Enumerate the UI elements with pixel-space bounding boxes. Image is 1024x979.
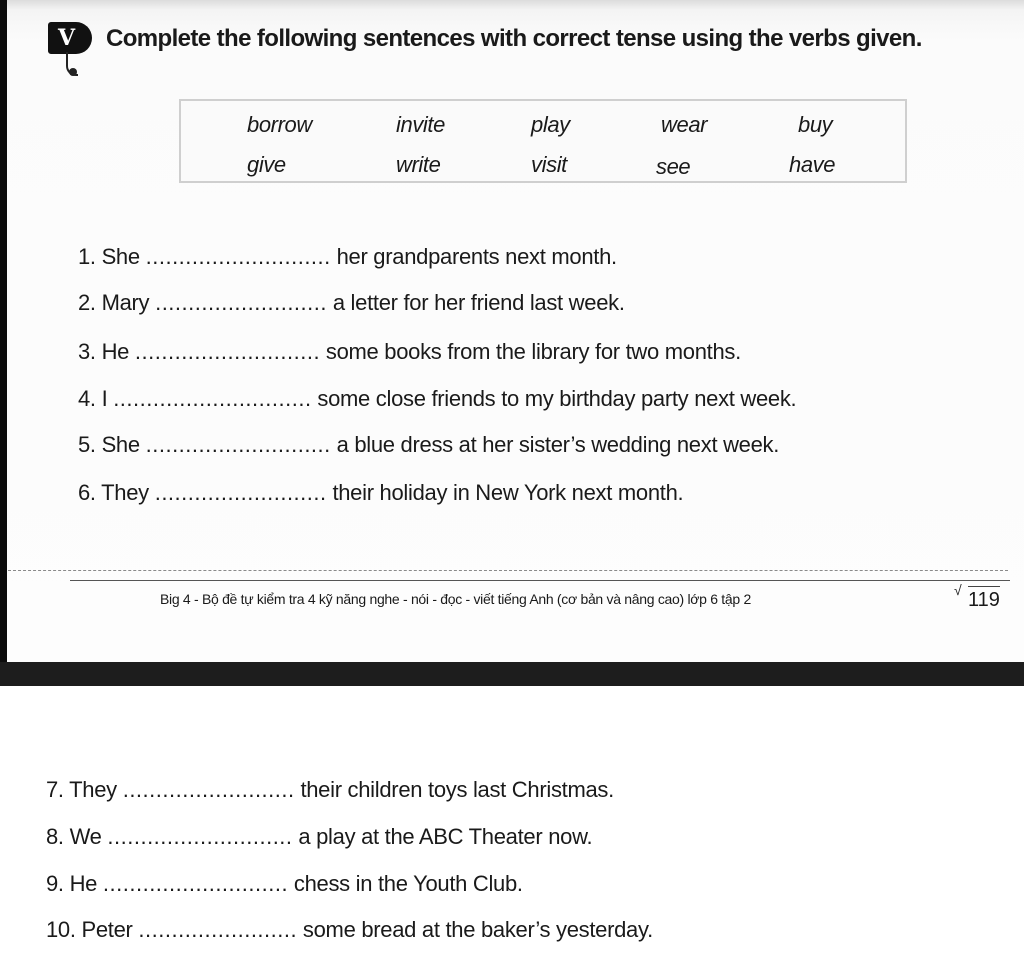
sentence-subject: She	[101, 244, 140, 269]
word-box-word: play	[531, 112, 570, 137]
answer-blank[interactable]: ............................	[134, 339, 321, 364]
word-box-word: see	[656, 154, 691, 179]
footer-dashed-rule	[8, 570, 1008, 571]
word-box-word: invite	[396, 112, 445, 137]
answer-blank[interactable]: ........................	[138, 917, 298, 942]
sentence-subject: They	[101, 480, 149, 505]
exercise-sentence	[78, 288, 625, 318]
answer-blank[interactable]: ............................	[145, 244, 331, 269]
answer-blank[interactable]: ..........................	[154, 480, 327, 505]
sentence-subject: We	[69, 824, 102, 849]
sentence-number: 6.	[78, 480, 96, 505]
word-box-word: wear	[661, 112, 708, 137]
word-box-word: buy	[798, 112, 833, 137]
book-footer-text: Big 4 - Bộ đề tự kiểm tra 4 kỹ năng nghe - nói - đọc - viết tiếng Anh (cơ bản và nâng cao) lớp 6 tập 2	[160, 591, 751, 607]
exercise-sentence	[46, 869, 523, 899]
page-edge-shadow	[0, 0, 7, 662]
badge-dot-decoration	[69, 68, 77, 76]
exercise-sentence	[78, 242, 617, 272]
sentence-number: 8.	[46, 824, 64, 849]
sentence-subject: He	[101, 339, 130, 364]
exercise-sentence	[78, 384, 796, 414]
sentence-subject: Mary	[101, 290, 150, 315]
exercise-sentence	[78, 430, 779, 460]
sentence-rest: a letter for her friend last week.	[332, 290, 625, 315]
sentence-rest: some bread at the baker’s yesterday.	[302, 917, 653, 942]
sentence-rest: her grandparents next month.	[336, 244, 617, 269]
answer-blank[interactable]: ............................	[102, 871, 289, 896]
answer-blank[interactable]: ..............................	[113, 386, 312, 411]
page-gap-band	[0, 662, 1024, 686]
sentence-number: 7.	[46, 777, 64, 802]
sentence-number: 2.	[78, 290, 96, 315]
answer-blank[interactable]: ..........................	[122, 777, 295, 802]
answer-blank[interactable]: ..........................	[155, 290, 327, 315]
sentence-subject: They	[69, 777, 117, 802]
sentence-number: 10.	[46, 917, 76, 942]
exercise-instruction: Complete the following sentences with correct tense using the verbs given.	[106, 25, 922, 52]
sentence-subject: I	[101, 386, 108, 411]
word-box-word: visit	[531, 152, 567, 177]
sentence-rest: chess in the Youth Club.	[293, 871, 523, 896]
word-box-word: borrow	[247, 112, 312, 137]
sentence-number: 4.	[78, 386, 96, 411]
word-box-word: give	[247, 152, 286, 177]
sentence-rest: a play at the ABC Theater now.	[298, 824, 593, 849]
exercise-sentence	[78, 478, 683, 508]
word-box-word: have	[789, 152, 836, 177]
sentence-rest: some close friends to my birthday party next week.	[317, 386, 797, 411]
exercise-number-badge: V	[48, 22, 92, 54]
word-box-word: write	[396, 152, 441, 177]
footer-rule	[70, 580, 1010, 581]
exercise-sentence	[46, 915, 653, 945]
sentence-number: 3.	[78, 339, 96, 364]
answer-blank[interactable]: ............................	[145, 432, 331, 457]
sentence-rest: their holiday in New York next month.	[332, 480, 684, 505]
sentence-rest: some books from the library for two months.	[325, 339, 741, 364]
sentence-subject: Peter	[81, 917, 133, 942]
exercise-sentence	[78, 337, 741, 367]
exercise-sentence	[46, 775, 614, 805]
sentence-number: 9.	[46, 871, 64, 896]
sentence-number: 5.	[78, 432, 96, 457]
sentence-subject: She	[101, 432, 140, 457]
page-number-check-mark: √	[954, 582, 962, 598]
exercise-sentence	[46, 822, 592, 852]
answer-blank[interactable]: ............................	[107, 824, 293, 849]
sentence-number: 1.	[78, 244, 96, 269]
page-number: 119	[968, 586, 1000, 613]
sentence-subject: He	[69, 871, 98, 896]
sentence-rest: a blue dress at her sister’s wedding next week.	[336, 432, 780, 457]
sentence-rest: their children toys last Christmas.	[300, 777, 614, 802]
